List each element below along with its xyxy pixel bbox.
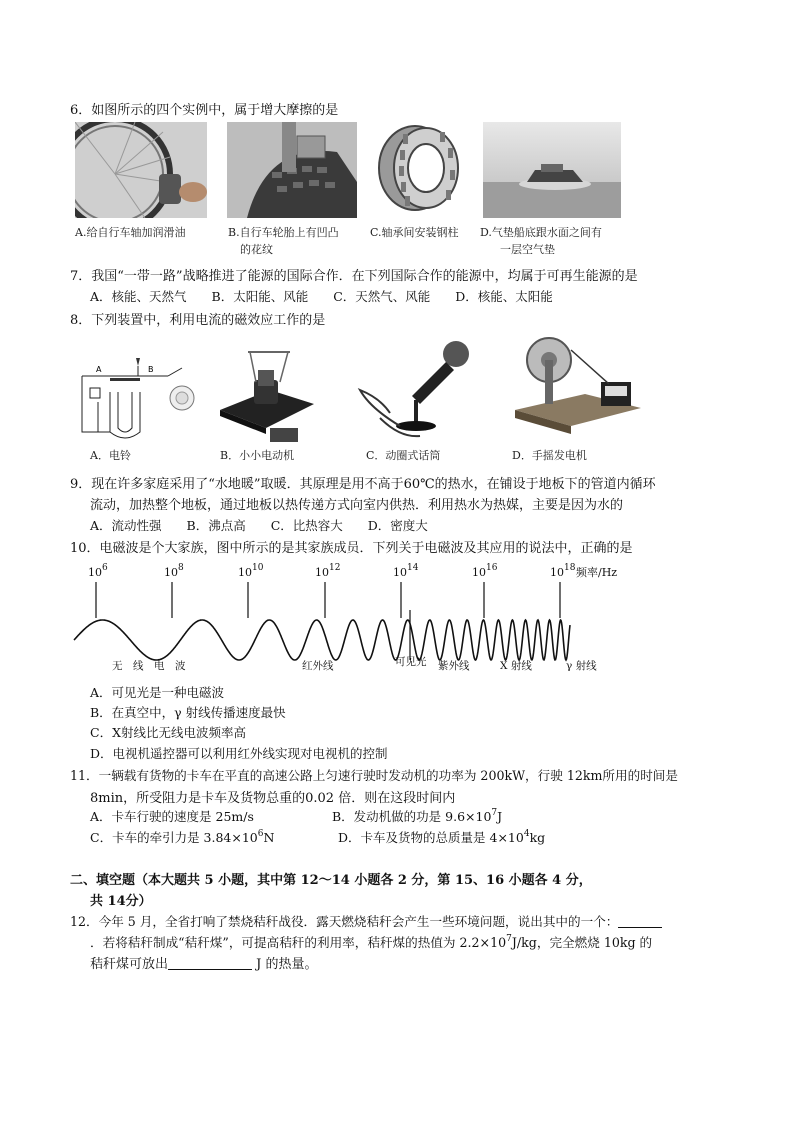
tick-label-14: $10^{14}$ (393, 563, 419, 579)
q6-image-c (370, 120, 465, 218)
em-wave (74, 620, 570, 660)
q8-label-a: A (96, 365, 102, 374)
roller-bearing-illustration (370, 120, 465, 218)
q9-line2: 流动，加热整个地板，通过地板以热传递方式向室内供热．利用热水为热媒，主要是因为水的 (90, 498, 624, 513)
q12-blank-1[interactable] (618, 915, 662, 928)
dynamic-microphone-illustration (350, 338, 475, 444)
q11-option-b: B．发动机做的功是 $9.6\times 10^7J$ (332, 808, 503, 824)
q12-line2: ．若将秸秆制成“秸秆煤”，可提高秸秆的利用率，秸秆煤的热值为 $2.2\times 10^7J/kg$，完全燃烧 10kg 的 (90, 934, 653, 950)
hovercraft-illustration (483, 122, 621, 218)
q8-caption-b: B．小小电动机 (220, 449, 295, 462)
q8-image-d (505, 330, 645, 444)
q6-caption-d1: D.气垫船底跟水面之间有 (480, 226, 602, 239)
frequency-axis-label: 频率/Hz (576, 566, 618, 579)
q6-caption-a: A.给自行车轴加润滑油 (75, 226, 186, 239)
q11-line1: 11．一辆载有货物的卡车在平直的高速公路上匀速行驶时发动机的功率为 200kW，行驶 12km所用的时间是 (70, 768, 678, 783)
q11-option-a: A．卡车行驶的速度是 25m/s (90, 809, 254, 824)
q6-caption-c: C.轴承间安装钢柱 (370, 226, 459, 239)
q8-caption-a: A．电铃 (90, 449, 131, 462)
q10-stem: 10．电磁波是个大家族，图中所示的是其家族成员．下列关于电磁波及其应用的说法中，正确的是 (70, 541, 633, 556)
q6-image-b (227, 122, 357, 218)
q6-caption-d2: 一层空气垫 (500, 243, 555, 256)
bicycle-wheel-oil-illustration (75, 122, 207, 218)
q8-label-b: B (148, 365, 154, 374)
q12-line3: 秸秆煤可放出 J 的热量。 (90, 957, 318, 972)
q6-caption-b1: B.自行车轮胎上有凹凸 (228, 226, 339, 239)
band-ultraviolet: 紫外线 (438, 660, 470, 672)
q6-image-d (483, 122, 621, 218)
band-visible: 可见光 (395, 656, 427, 668)
q10-option-b: B．在真空中，γ 射线传播速度最快 (90, 705, 286, 720)
q10-option-c: C．X射线比无线电波频率高 (90, 725, 246, 740)
tick-label-12: $10^{12}$ (315, 563, 341, 579)
q8-image-c (350, 338, 475, 444)
band-gamma: γ 射线 (566, 660, 597, 672)
tick-label-10: $10^{10}$ (238, 563, 264, 579)
q11-option-d: D．卡车及货物的总质量是 $4\times 10^4kg$ (338, 829, 546, 845)
q12-line1: 12．今年 5 月，全省打响了禁烧秸秆战役．露天燃烧秸秆会产生一些环境问题，说出其中的一个： (70, 911, 662, 930)
tick-label-16: $10^{16}$ (472, 563, 498, 579)
band-radio: 无 线 电 波 (112, 660, 186, 672)
section2-heading-line2: 共 14分） (90, 894, 152, 909)
tick-label-6: $10^6$ (88, 563, 108, 579)
q11-option-c: C．卡车的牵引力是 $3.84\times 10^6N$ (90, 829, 275, 845)
q10-option-a: A．可见光是一种电磁波 (90, 685, 225, 700)
section2-heading-line1: 二、填空题（本大题共 5 小题，其中第 12～14 小题各 2 分，第 15、16 小题各 4 分， (70, 873, 592, 888)
em-spectrum-diagram (70, 560, 650, 678)
band-infrared: 红外线 (302, 660, 334, 672)
q10-option-d: D．电视机遥控器可以利用红外线实现对电视机的控制 (90, 746, 388, 761)
q8-image-b (210, 340, 320, 445)
small-motor-illustration (210, 340, 320, 445)
q11-line2: 8min，所受阻力是卡车及货物总重的0.02 倍．则在这段时间内 (90, 791, 456, 806)
q8-caption-c: C．动圈式话筒 (366, 449, 441, 462)
electric-bell-diagram (70, 352, 195, 444)
hand-generator-illustration (505, 330, 645, 444)
q8-image-a (70, 352, 195, 444)
q6-stem: 6．如图所示的四个实例中，属于增大摩擦的是 (70, 103, 339, 118)
q7-stem: 7．我国“一带一路”战略推进了能源的国际合作．在下列国际合作的能源中，均属于可再生能源的是 (70, 269, 638, 284)
q7-options: A．核能、天然气 B．太阳能、风能 C．天然气、风能 D．核能、太阳能 (90, 289, 553, 304)
band-xray: X 射线 (500, 660, 532, 672)
q9-options: A．流动性强 B．沸点高 C．比热容大 D．密度大 (90, 518, 428, 533)
q6-caption-b2: 的花纹 (240, 243, 273, 256)
q8-stem: 8．下列装置中，利用电流的磁效应工作的是 (70, 313, 326, 328)
tick-label-18: $10^{18}$ (550, 563, 576, 579)
tick-label-8: $10^8$ (164, 563, 184, 579)
q8-caption-d: D．手摇发电机 (512, 449, 587, 462)
q9-line1: 9．现在许多家庭采用了“水地暖”取暖．其原理是用不高于60℃的热水，在铺设于地板下的管道内循环 (70, 477, 656, 492)
q12-blank-2[interactable] (168, 957, 252, 970)
tyre-tread-illustration (227, 122, 357, 218)
q6-image-a (75, 122, 207, 218)
